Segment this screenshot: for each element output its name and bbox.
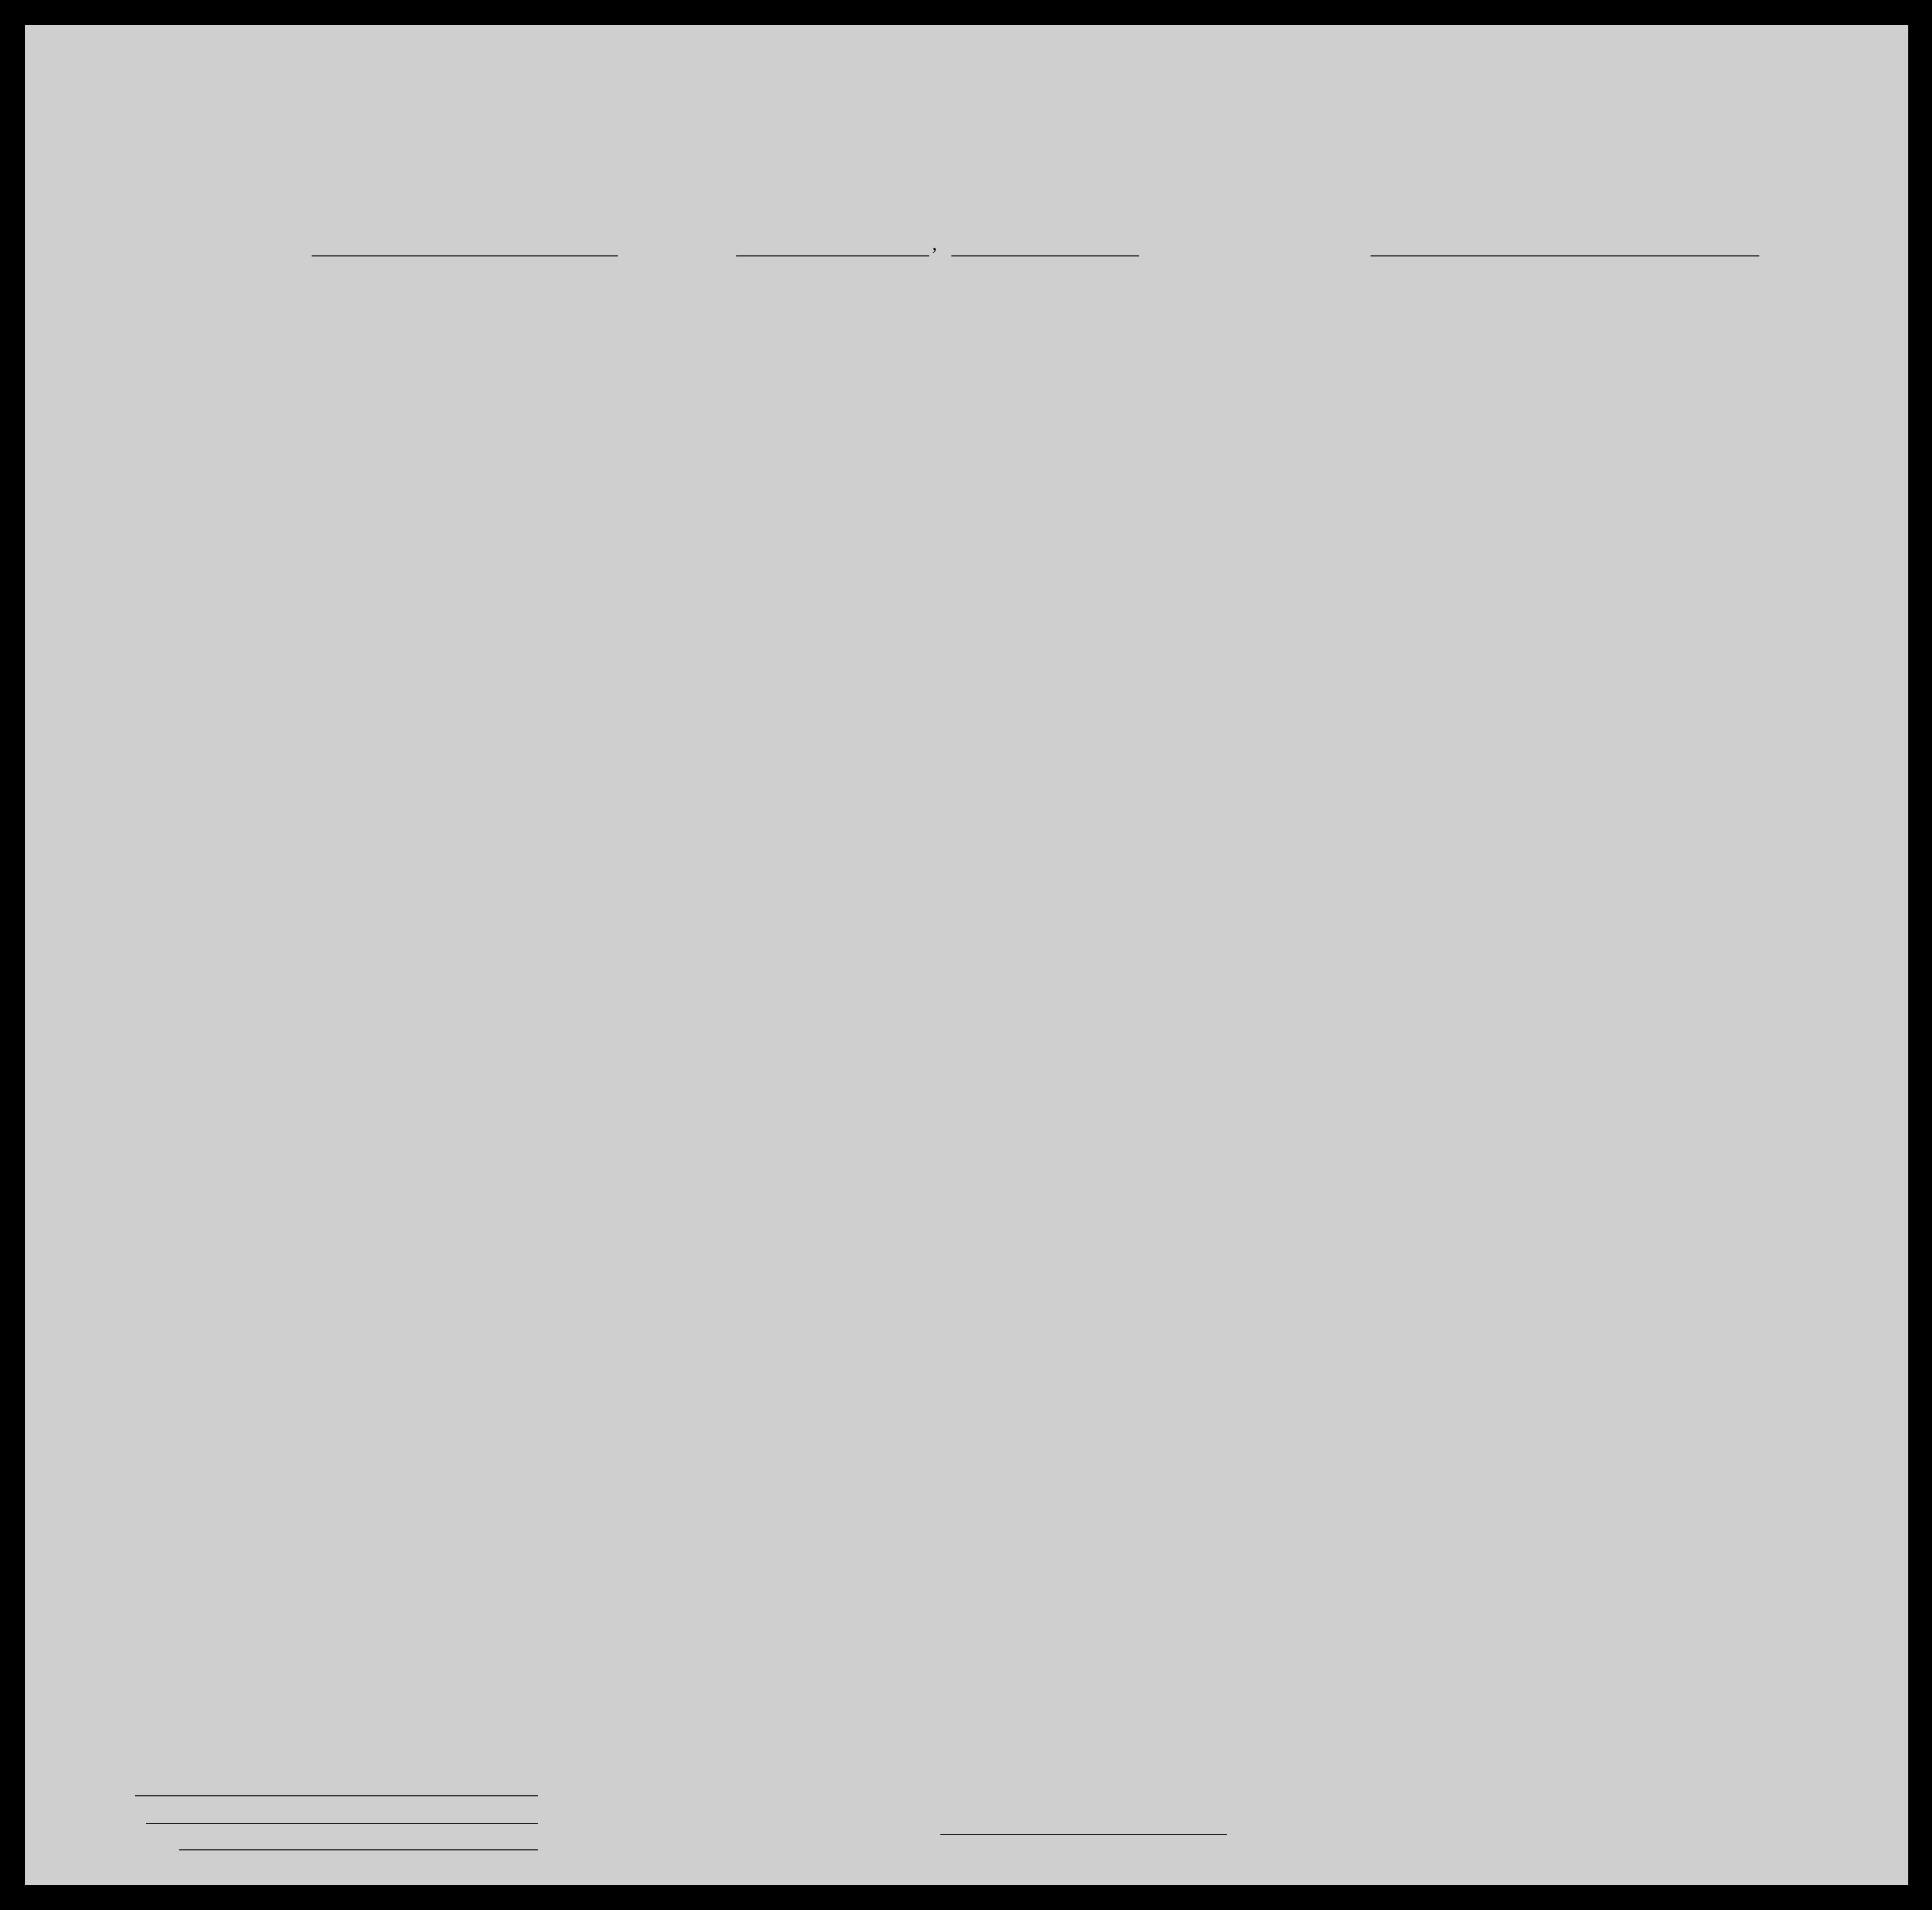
manifest-sheet: , — [25, 25, 1908, 1885]
table-grid — [25, 25, 1908, 1885]
inspector-signature — [614, 1646, 639, 1697]
